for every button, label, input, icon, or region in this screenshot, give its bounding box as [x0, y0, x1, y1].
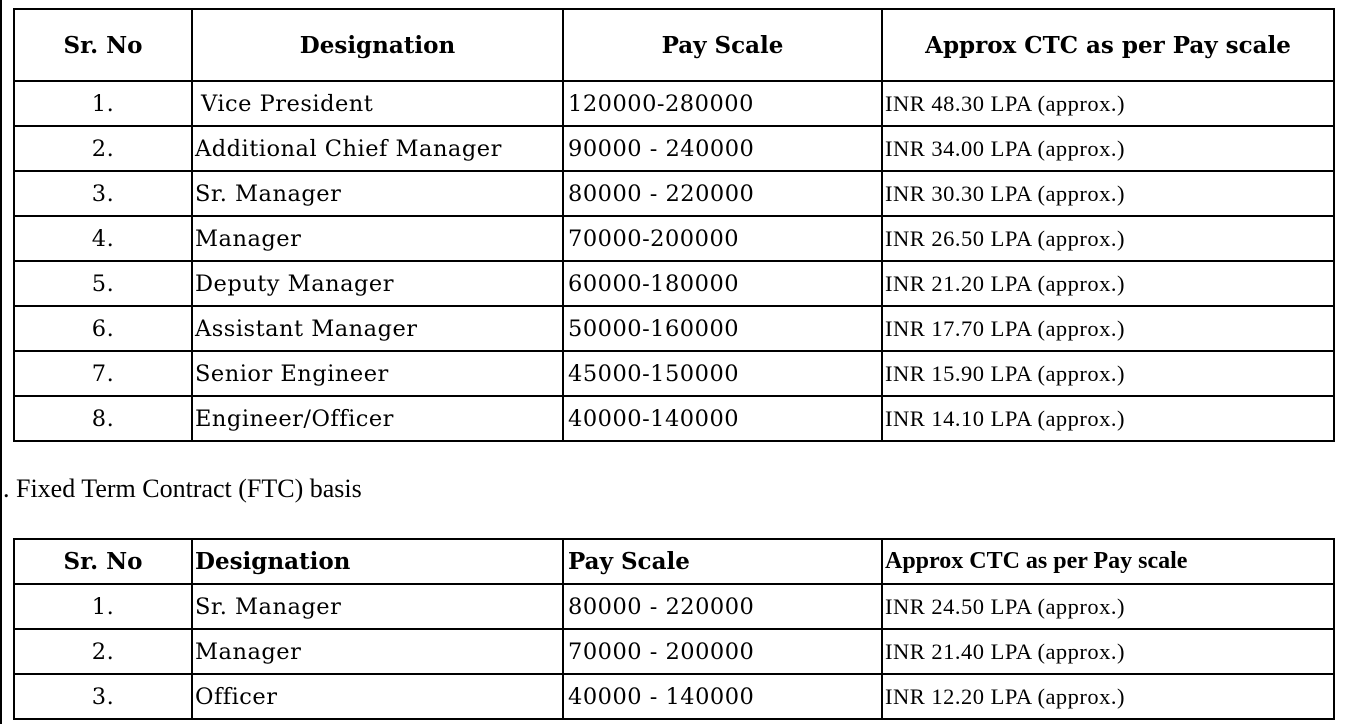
cell-designation: Additional Chief Manager	[192, 126, 563, 171]
cell-pay-scale: 40000 - 140000	[563, 674, 882, 719]
table-row	[14, 216, 1334, 261]
cell-sr-no: 6.	[14, 306, 192, 351]
cell-ctc: INR 21.40 LPA (approx.)	[882, 629, 1334, 674]
table-row	[14, 629, 1334, 674]
table-row	[14, 261, 1334, 306]
cell-designation: Manager	[192, 216, 563, 261]
cell-designation: Sr. Manager	[192, 584, 563, 629]
cell-pay-scale: 90000 - 240000	[563, 126, 882, 171]
header-designation: Designation	[192, 9, 563, 81]
table-row	[14, 396, 1334, 441]
table-row	[14, 351, 1334, 396]
cell-pay-scale: 120000-280000	[563, 81, 882, 126]
cell-designation: Deputy Manager	[192, 261, 563, 306]
cell-pay-scale: 70000 - 200000	[563, 629, 882, 674]
cell-sr-no: 3.	[14, 171, 192, 216]
header-ctc: Approx CTC as per Pay scale	[882, 9, 1334, 81]
table-row	[14, 584, 1334, 629]
cell-ctc: INR 21.20 LPA (approx.)	[882, 261, 1334, 306]
table-row	[14, 674, 1334, 719]
page-left-border	[0, 0, 2, 724]
header-ctc: Approx CTC as per Pay scale	[882, 539, 1334, 584]
cell-designation: Officer	[192, 674, 563, 719]
cell-pay-scale: 40000-140000	[563, 396, 882, 441]
table-header-row	[14, 9, 1334, 81]
cell-pay-scale: 50000-160000	[563, 306, 882, 351]
pay-scale-table	[13, 8, 1335, 442]
cell-sr-no: 2.	[14, 126, 192, 171]
header-sr-no: Sr. No	[14, 9, 192, 81]
header-pay-scale: Pay Scale	[563, 9, 882, 81]
cell-ctc: INR 14.10 LPA (approx.)	[882, 396, 1334, 441]
cell-sr-no: 1.	[14, 584, 192, 629]
cell-ctc: INR 26.50 LPA (approx.)	[882, 216, 1334, 261]
table-header-row	[14, 539, 1334, 584]
cell-sr-no: 5.	[14, 261, 192, 306]
cell-ctc: INR 34.00 LPA (approx.)	[882, 126, 1334, 171]
cell-ctc: INR 15.90 LPA (approx.)	[882, 351, 1334, 396]
cell-ctc: INR 24.50 LPA (approx.)	[882, 584, 1334, 629]
table-row	[14, 81, 1334, 126]
cell-ctc: INR 17.70 LPA (approx.)	[882, 306, 1334, 351]
header-pay-scale: Pay Scale	[563, 539, 882, 584]
cell-pay-scale: 45000-150000	[563, 351, 882, 396]
ftc-pay-scale-table	[13, 538, 1335, 720]
cell-pay-scale: 80000 - 220000	[563, 584, 882, 629]
cell-sr-no: 3.	[14, 674, 192, 719]
cell-pay-scale: 80000 - 220000	[563, 171, 882, 216]
cell-ctc: INR 30.30 LPA (approx.)	[882, 171, 1334, 216]
header-designation: Designation	[192, 539, 563, 584]
header-sr-no: Sr. No	[14, 539, 192, 584]
cell-designation: Manager	[192, 629, 563, 674]
cell-sr-no: 8.	[14, 396, 192, 441]
cell-designation: Sr. Manager	[192, 171, 563, 216]
cell-ctc: INR 12.20 LPA (approx.)	[882, 674, 1334, 719]
cell-designation: Senior Engineer	[192, 351, 563, 396]
cell-sr-no: 1.	[14, 81, 192, 126]
cell-pay-scale: 60000-180000	[563, 261, 882, 306]
cell-sr-no: 4.	[14, 216, 192, 261]
cell-designation: Engineer/Officer	[192, 396, 563, 441]
table-row	[14, 126, 1334, 171]
table-row	[14, 171, 1334, 216]
table-row	[14, 306, 1334, 351]
cell-ctc: INR 48.30 LPA (approx.)	[882, 81, 1334, 126]
cell-sr-no: 7.	[14, 351, 192, 396]
cell-sr-no: 2.	[14, 629, 192, 674]
cell-pay-scale: 70000-200000	[563, 216, 882, 261]
cell-designation: Vice President	[192, 81, 563, 126]
section-heading: . Fixed Term Contract (FTC) basis	[3, 474, 362, 503]
cell-designation: Assistant Manager	[192, 306, 563, 351]
